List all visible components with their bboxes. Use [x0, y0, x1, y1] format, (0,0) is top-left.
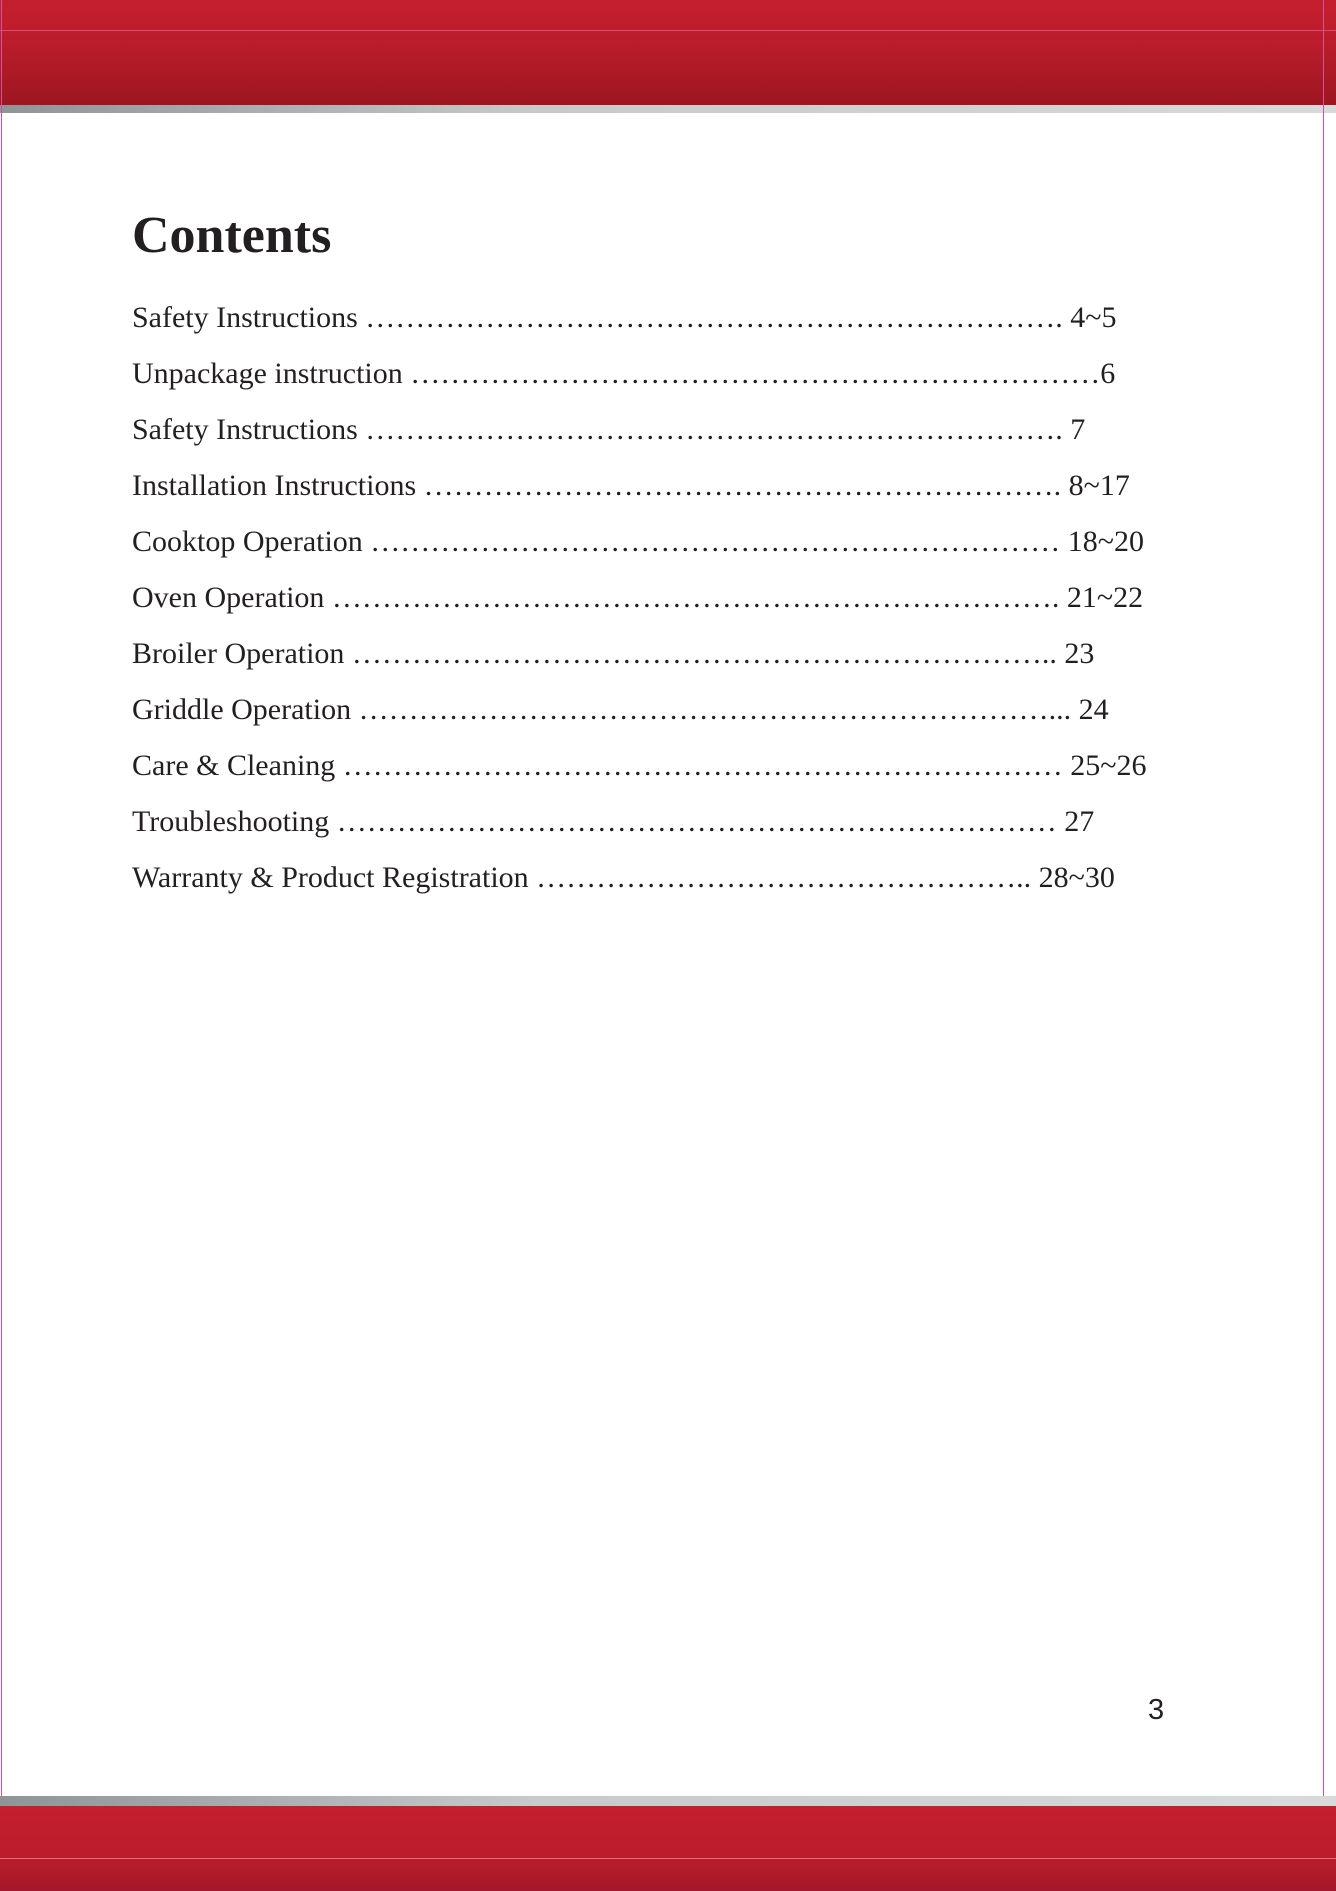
- toc-entry[interactable]: Cooktop Operation …………………………………………………………… 18~20: [132, 525, 1145, 558]
- page-title: Contents: [132, 207, 332, 264]
- toc-entry[interactable]: Installation Instructions ………………………………………………………. 8~17: [132, 469, 1130, 502]
- footer-rule: [0, 1796, 1336, 1806]
- toc-entry[interactable]: Troubleshooting ……………………………………………………………… 27: [132, 805, 1095, 838]
- toc-entry[interactable]: Broiler Operation …………………………………………………………….. 23: [132, 637, 1095, 670]
- trim-mark-right: [1323, 0, 1324, 1891]
- toc-entry[interactable]: Oven Operation ………………………………………………………………. 21~22: [132, 581, 1144, 614]
- footer-band: [0, 1806, 1336, 1891]
- toc-entry[interactable]: Warranty & Product Registration ………………………………………….. 28~30: [132, 861, 1115, 894]
- toc-entry[interactable]: Safety Instructions ……………………………………………………………. 4~5: [132, 301, 1117, 334]
- trim-mark-left: [1, 0, 2, 1891]
- trim-mark-top: [0, 30, 1336, 31]
- page-number: 3: [1148, 1694, 1165, 1726]
- toc-entry[interactable]: Care & Cleaning ……………………………………………………………… 25~26: [132, 749, 1147, 782]
- footer-line: [0, 1858, 1336, 1859]
- toc-entry[interactable]: Safety Instructions ……………………………………………………………. 7: [132, 413, 1086, 446]
- toc-entry[interactable]: Unpackage instruction ……………………………………………………………6: [132, 357, 1116, 390]
- header-rule: [0, 105, 1336, 113]
- table-of-contents: [132, 290, 1202, 906]
- header-band: [0, 0, 1336, 105]
- toc-entry[interactable]: Griddle Operation ……………………………………………………………... 24: [132, 693, 1109, 726]
